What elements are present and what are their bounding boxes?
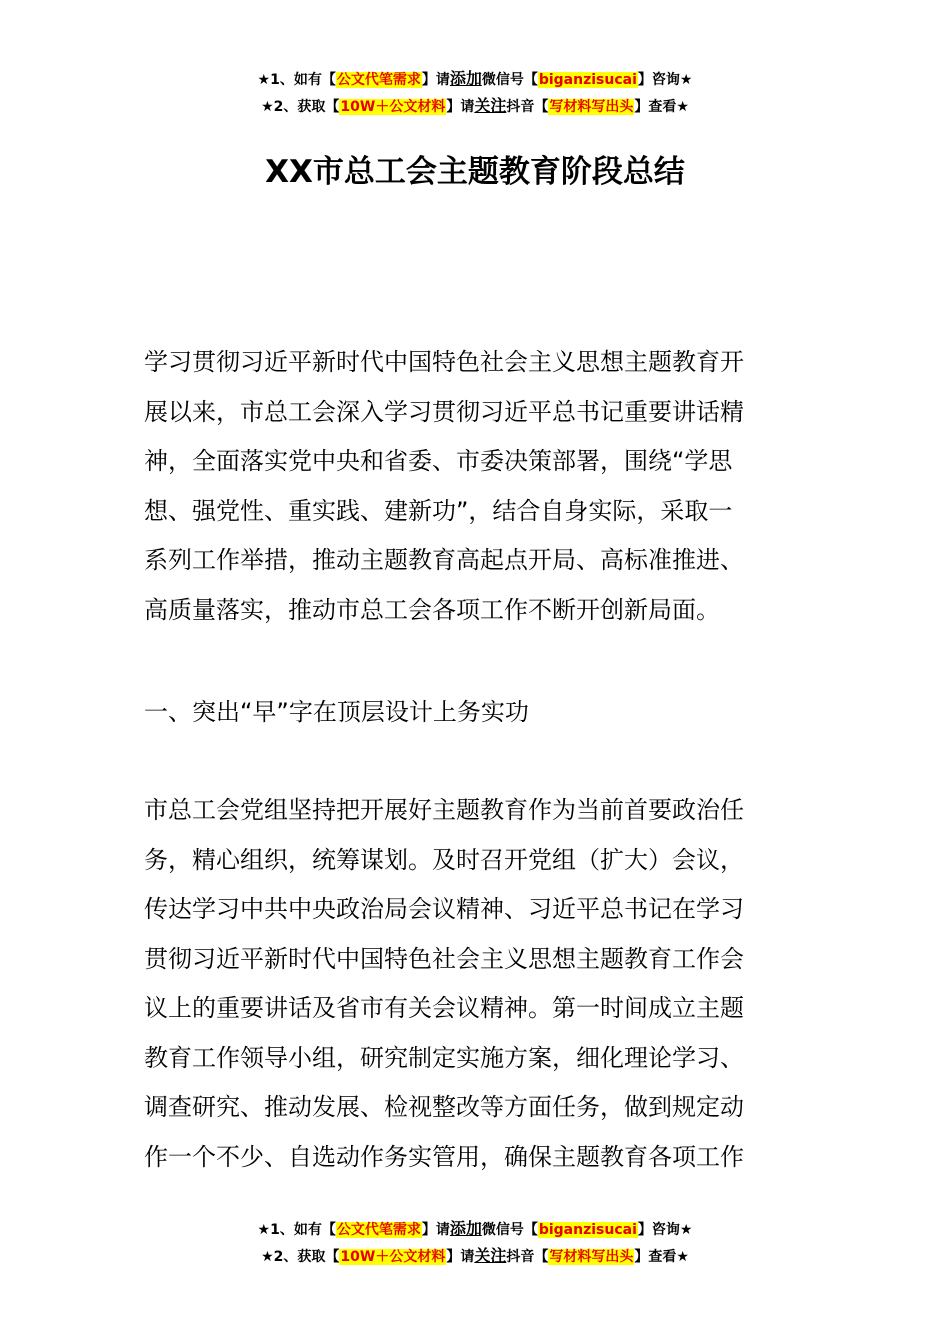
- section-heading-text: 一、突出“早”字在顶层设计上务实功: [144, 698, 529, 726]
- promo-text: ★1、如有【: [257, 72, 336, 88]
- promo-highlight: biganzisucai: [538, 72, 637, 88]
- paragraph-line: 系列工作举措，推动主题教育高起点开局、高标准推进、: [144, 546, 744, 574]
- promo-text: ★2、获取【: [261, 99, 340, 115]
- paragraph-line: 高质量落实，推动市总工会各项工作不断开创新局面。: [144, 595, 720, 624]
- paragraph-line: 调查研究、推动发展、检视整改等方面任务，做到规定动: [144, 1093, 744, 1121]
- promo-underline: 添加: [449, 69, 482, 88]
- promo-text: 微信号【: [481, 72, 538, 88]
- paragraph-line: 学习贯彻习近平新时代中国特色社会主义思想主题教育开: [144, 348, 744, 376]
- promo-line-1: [0, 1216, 950, 1243]
- promo-banner-top: [0, 66, 950, 120]
- promo-text: 】查看★: [634, 99, 689, 115]
- paragraph-line: 神，全面落实党中央和省委、市委决策部署，围绕“学思: [144, 447, 733, 475]
- section-1-paragraph: [144, 786, 808, 1182]
- promo-highlight: 公文代笔需求: [336, 1222, 421, 1238]
- paragraph-line: 市总工会党组坚持把开展好主题教育作为当前首要政治任: [144, 796, 744, 824]
- paragraph-line: 展以来，市总工会深入学习贯彻习近平总书记重要讲话精: [144, 397, 744, 426]
- promo-text: ★1、如有【: [257, 1222, 336, 1238]
- promo-text: 】查看★: [634, 1249, 689, 1265]
- section-heading-1: [144, 688, 808, 738]
- paragraph-line: 传达学习中共中央政治局会议精神、习近平总书记在学习: [144, 895, 744, 923]
- promo-text: 】请: [446, 1249, 475, 1265]
- paragraph-line: 议上的重要讲话及省市有关会议精神。第一时间成立主题: [144, 994, 744, 1022]
- promo-highlight: biganzisucai: [538, 1222, 637, 1238]
- intro-paragraph: [144, 338, 808, 635]
- promo-line-2: [0, 1243, 950, 1270]
- promo-highlight: 公文代笔需求: [336, 72, 421, 88]
- promo-underline: 关注: [474, 1246, 507, 1265]
- promo-text: 】请: [446, 99, 475, 115]
- promo-banner-bottom: [0, 1216, 950, 1270]
- document-title: XX市总工会主题教育阶段总结: [265, 154, 685, 190]
- paragraph-line: 教育工作领导小组，研究制定实施方案，细化理论学习、: [144, 1043, 744, 1072]
- paragraph-line: 贯彻习近平新时代中国特色社会主义思想主题教育工作会: [144, 944, 744, 973]
- promo-highlight: 写材料写出头: [549, 99, 634, 115]
- promo-line-1: [0, 66, 950, 93]
- paragraph-line: 务，精心组织，统筹谋划。及时召开党组（扩大）会议，: [144, 845, 744, 874]
- promo-highlight: 10W＋公文材料: [340, 1249, 446, 1265]
- promo-text: 微信号【: [481, 1222, 538, 1238]
- promo-text: 】请: [421, 72, 450, 88]
- promo-highlight: 写材料写出头: [549, 1249, 634, 1265]
- promo-text: 】请: [421, 1222, 450, 1238]
- promo-text: 抖音【: [506, 99, 549, 115]
- promo-text: 】咨询★: [637, 72, 693, 88]
- promo-underline: 添加: [449, 1219, 482, 1238]
- paragraph-line: 想、强党性、重实践、建新功”，结合自身实际，采取一: [144, 496, 733, 525]
- paragraph-line: 作一个不少、自选动作务实管用，确保主题教育各项工作: [144, 1142, 744, 1171]
- promo-text: 抖音【: [506, 1249, 549, 1265]
- promo-line-2: [0, 93, 950, 120]
- promo-underline: 关注: [474, 96, 507, 115]
- promo-text: ★2、获取【: [261, 1249, 340, 1265]
- promo-text: 】咨询★: [637, 1222, 693, 1238]
- promo-highlight: 10W＋公文材料: [340, 99, 446, 115]
